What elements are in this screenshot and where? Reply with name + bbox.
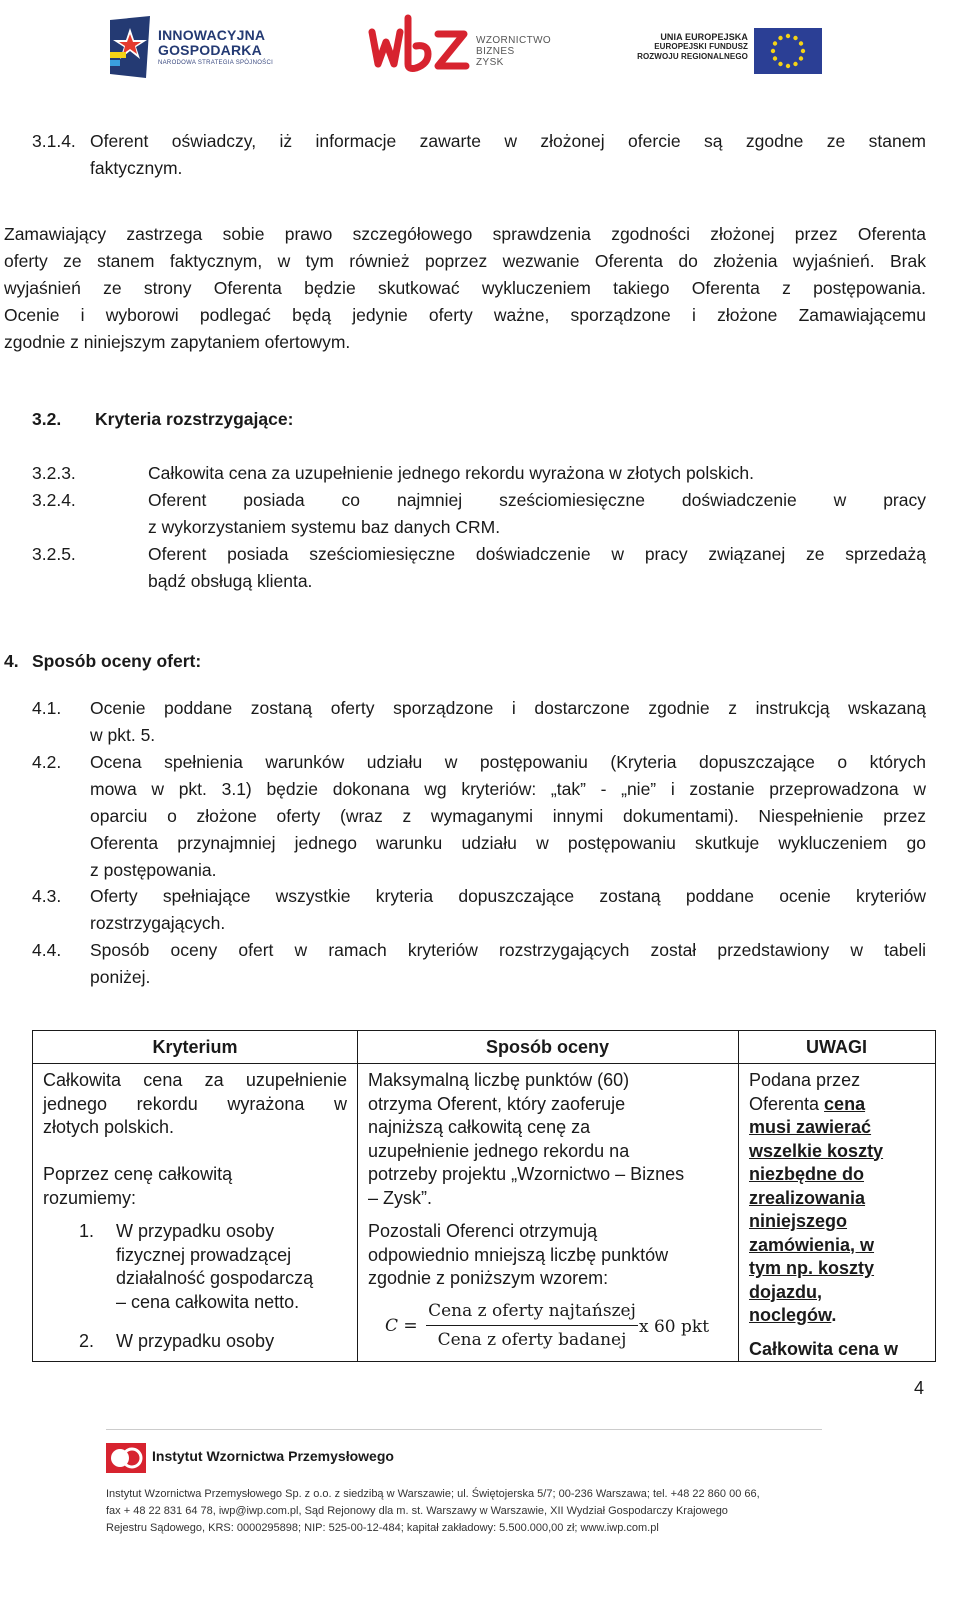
wzornictwo-biznes-zysk-logo — [368, 12, 568, 80]
eu-flag-icon — [754, 28, 822, 74]
cell-line: Maksymalną liczbę punktów (60) — [368, 1070, 630, 1090]
section-number: 4. — [4, 651, 19, 671]
page-number: 4 — [913, 1378, 924, 1398]
underlined-text: niezbędne do — [749, 1164, 865, 1184]
paragraph-line: wyjaśnień ze strony Oferenta będzie skutkować wykluczeniem takiego Oferenta z postępowania. — [4, 278, 926, 298]
criterion-number: 3.2.3. — [32, 463, 76, 483]
cell-line: Oferenta — [749, 1093, 825, 1114]
item-line: w pkt. 5. — [90, 725, 156, 745]
criterion-line: Całkowita cena za uzupełnienie jednego rekordu wyrażona w złotych polskich. — [148, 463, 755, 483]
footer-divider — [106, 1429, 822, 1430]
innowacyjna-gospodarka-logo — [110, 16, 290, 78]
cell-line: działalność gospodarczą — [116, 1268, 314, 1288]
item-line: poniżej. — [90, 967, 151, 987]
iwp-logo — [106, 1443, 394, 1478]
underlined-text: noclegów — [749, 1305, 832, 1325]
cell-line: W przypadku osoby — [116, 1221, 275, 1241]
criterion-number: 3.2.5. — [32, 544, 76, 564]
table-divider — [738, 1031, 739, 1361]
section-title: Kryteria rozstrzygające: — [95, 409, 294, 429]
footer-line: fax + 48 22 831 64 78, iwp@iwp.com.pl, Sąd Rejonowy dla m. st. Warszawy w Warszawie, XII Wydział Gospodarczy Krajowego — [106, 1505, 728, 1517]
punctuation: . — [831, 1305, 837, 1325]
fraction-bar — [426, 1325, 638, 1326]
item-line: z postępowania. — [90, 860, 217, 880]
table-cell-sposob-oceny — [368, 1069, 730, 1291]
item-line: oparciu o złożone oferty (wraz z wymaganymi innymi dokumentami). Niespełnienie przez — [90, 806, 926, 826]
item-number: 4.1. — [32, 698, 62, 718]
iwp-mark-icon — [106, 1443, 146, 1473]
eu-fund-logo — [636, 28, 826, 74]
section-number: 3.1.4. — [32, 131, 76, 151]
item-number: 4.4. — [32, 940, 62, 960]
ig-line1: INNOWACYJNA — [158, 27, 266, 43]
cell-line: Całkowita cena w — [749, 1338, 899, 1359]
item-line: Ocena spełnienia warunków udziału w postępowaniu (Kryteria dopuszczające o których — [90, 752, 926, 772]
wbz-line3: ZYSK — [476, 57, 504, 68]
ig-line2: GOSPODARKA — [158, 42, 262, 58]
footer-address — [106, 1486, 826, 1537]
section-title: Sposób oceny ofert: — [32, 651, 202, 671]
list-number: 2. — [79, 1331, 95, 1351]
cell-line: Całkowita cena za uzupełnienie — [43, 1070, 347, 1090]
evaluation-table — [32, 1030, 936, 1362]
cell-line: odpowiednio mniejszą liczbę punktów — [368, 1244, 669, 1265]
paragraph-line: oferty ze stanem faktycznym, w tym również poprzez wezwanie Oferenta do złożenia wyjaśnień. Brak — [4, 251, 926, 271]
table-cell-uwagi — [749, 1069, 929, 1361]
wbz-line2: BIZNES — [476, 46, 515, 57]
section-text-line: Oferent oświadczy, iż informacje zawarte w złożonej ofercie są zgodne ze stanem — [90, 131, 926, 151]
item-line: Oferenta przynajmniej jednego warunku udziału w postępowaniu skutkuje wykluczeniem go — [90, 833, 926, 853]
wbz-line1: WZORNICTWO — [476, 35, 552, 46]
criterion-line: Oferent posiada co najmniej sześciomiesięczne doświadczenie w pracy — [148, 490, 926, 510]
formula-rhs: x 60 pkt — [639, 1317, 710, 1337]
item-number: 4.3. — [32, 886, 62, 906]
list-item — [43, 1330, 347, 1354]
eu-line2: EUROPEJSKI FUNDUSZ — [654, 42, 748, 51]
cell-line: Podana przez — [749, 1070, 861, 1090]
table-divider — [357, 1031, 358, 1361]
underlined-text: musi zawierać — [749, 1117, 872, 1137]
paragraph-line: zgodnie z niniejszym zapytaniem ofertowym. — [4, 332, 351, 352]
cell-line: Poprzez cenę całkowitą — [43, 1164, 233, 1184]
wbz-mark-icon — [368, 12, 472, 80]
cell-line: rozumiemy: — [43, 1187, 137, 1208]
underlined-text: cena — [824, 1093, 866, 1114]
cell-line: najniższą całkowitą cenę za — [368, 1117, 591, 1137]
paragraph-line: Ocenie i wyborowi podlegać będą jedynie oferty ważne, sporządzone i złożone Zamawiającemu — [4, 305, 926, 325]
formula-denominator: Cena z oferty badanej — [437, 1330, 627, 1350]
table-header-sposob-oceny: Sposób oceny — [485, 1037, 610, 1057]
cell-line: fizycznej prowadzącej — [116, 1244, 292, 1265]
criterion-number: 3.2.4. — [32, 490, 76, 510]
section-text-line: faktycznym. — [90, 158, 183, 178]
underlined-text: dojazdu, — [749, 1281, 822, 1302]
item-line: Sposób oceny ofert w ramach kryteriów rozstrzygających został przedstawiony w tabeli — [90, 940, 926, 960]
list-number: 1. — [79, 1221, 95, 1241]
iwp-name: Instytut Wzornictwa Przemysłowego — [152, 1448, 394, 1464]
footer-line: Rejestru Sądowego, KRS: 0000295898; NIP: 525-00-12-484; kapitał zakładowy: 5.500.000,00 zł; www.iwp.com.pl — [106, 1522, 659, 1534]
table-header-kryterium: Kryterium — [152, 1037, 238, 1057]
criterion-line: Oferent posiada sześciomiesięczne doświadczenie w pracy związanej ze sprzedażą — [148, 544, 926, 564]
item-line: rozstrzygających. — [90, 913, 226, 933]
cell-line: – Zysk”. — [368, 1187, 433, 1208]
eu-line3: ROZWOJU REGIONALNEGO — [637, 52, 748, 61]
item-line: mowa w pkt. 3.1) będzie dokonana wg kryteriów: „tak” - „nie” i zostanie przeprowadzona w — [90, 779, 926, 799]
underlined-text: zrealizowania — [749, 1187, 866, 1208]
criterion-line: z wykorzystaniem systemu baz danych CRM. — [148, 517, 501, 537]
table-header-uwagi: UWAGI — [806, 1037, 867, 1057]
item-line: Oferty spełniające wszystkie kryteria dopuszczające zostaną poddane ocenie kryteriów — [90, 886, 926, 906]
cell-line: otrzyma Oferent, który zaoferuje — [368, 1093, 626, 1114]
cell-line: Pozostali Oferenci otrzymują — [368, 1221, 598, 1241]
item-line: Ocenie poddane zostaną oferty sporządzone i dostarczone zgodnie z instrukcją wskazaną — [90, 698, 926, 718]
list-item — [43, 1220, 347, 1330]
formula-lhs: C = — [385, 1316, 418, 1336]
underlined-text: tym np. koszty — [749, 1258, 875, 1278]
star-flag-icon — [110, 16, 156, 78]
cell-line: złotych polskich. — [43, 1117, 175, 1137]
eu-line1: UNIA EUROPEJSKA — [660, 32, 748, 42]
cell-line: jednego rekordu wyrażona w — [43, 1093, 347, 1114]
cell-line: potrzeby projektu „Wzornictwo – Biznes — [368, 1164, 685, 1184]
table-cell-kryterium — [43, 1069, 347, 1354]
ig-line3: NARODOWA STRATEGIA SPÓJNOŚCI — [158, 60, 274, 66]
underlined-text: wszelkie koszty — [749, 1140, 884, 1161]
cell-line: W przypadku osoby — [116, 1331, 275, 1351]
footer-line: Instytut Wzornictwa Przemysłowego Sp. z o.o. z siedzibą w Warszawie; ul. Świętojerska 5/7; 00-236 Warszawa; tel. +48 22 860 00 66, — [106, 1488, 760, 1500]
header-logos — [0, 12, 960, 82]
paragraph-zamawiajacy — [4, 221, 926, 356]
cell-line: zgodnie z poniższym wzorem: — [368, 1268, 609, 1288]
criterion-line: bądź obsługą klienta. — [148, 571, 313, 591]
cell-line: uzupełnienie jednego rekordu na — [368, 1140, 630, 1161]
underlined-text: niniejszego — [749, 1211, 848, 1231]
paragraph-line: Zamawiający zastrzega sobie prawo szczegółowego sprawdzenia zgodności złożonej przez Oferenta — [4, 224, 926, 244]
formula-numerator: Cena z oferty najtańszej — [428, 1301, 636, 1321]
item-number: 4.2. — [32, 752, 62, 772]
table-divider — [33, 1063, 935, 1064]
section-number: 3.2. — [32, 409, 62, 429]
underlined-text: zamówienia, w — [749, 1234, 875, 1255]
cell-line: – cena całkowita netto. — [116, 1291, 300, 1312]
